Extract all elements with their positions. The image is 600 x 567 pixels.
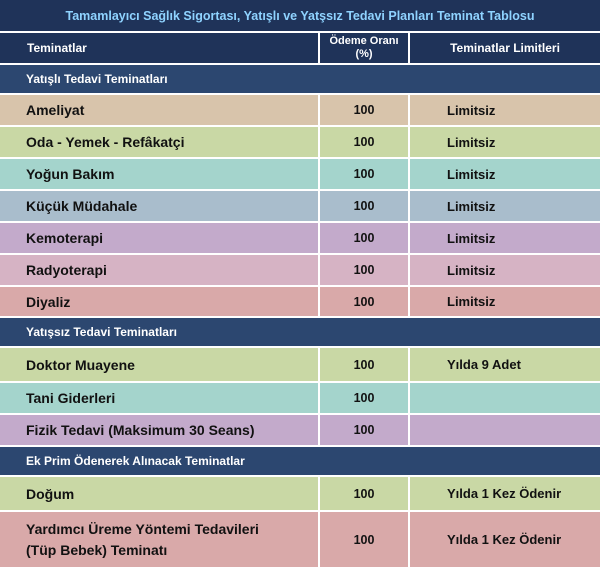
table-row — [0, 255, 600, 285]
table-row — [0, 477, 600, 510]
coverage-name: Yoğun Bakım — [0, 159, 320, 189]
table-row — [0, 512, 600, 567]
table-row — [0, 287, 600, 316]
coverage-limit: Limitsiz — [447, 294, 496, 309]
payment-rate: 100 — [320, 512, 410, 567]
payment-rate: 100 — [320, 223, 410, 253]
table-row — [0, 415, 600, 445]
coverage-name: Diyaliz — [0, 287, 320, 316]
coverage-name: Oda - Yemek - Refâkatçi — [0, 127, 320, 157]
table-row — [0, 95, 600, 125]
coverage-limit: Limitsiz — [447, 102, 496, 118]
section-title: Ek Prim Ödenerek Alınacak Teminatlar — [26, 454, 245, 468]
table-header — [0, 33, 600, 63]
table-row — [0, 383, 600, 413]
section-title: Yatışlı Tedavi Teminatları — [26, 72, 168, 86]
table-row — [0, 191, 600, 221]
header-payment-rate-line1: Ödeme Oranı — [329, 35, 399, 47]
coverage-limit: Yılda 1 Kez Ödenir — [447, 486, 562, 501]
coverage-name: Küçük Müdahale — [0, 191, 320, 221]
coverage-name: Doğum — [0, 477, 320, 510]
coverage-limit: Yılda 1 Kez Ödenir — [447, 532, 562, 547]
payment-rate: 100 — [320, 191, 410, 221]
section-header-inpatient — [0, 65, 600, 93]
coverage-name: Ameliyat — [0, 95, 320, 125]
table-title: Tamamlayıcı Sağlık Sigortası, Yatışlı ve Yatşsız Tedavi Planları Teminat Tablosu — [0, 0, 600, 31]
table-row — [0, 127, 600, 157]
coverage-limit: Limitsiz — [447, 166, 496, 182]
payment-rate: 100 — [320, 383, 410, 413]
coverage-name: Radyoterapi — [0, 255, 320, 285]
coverage-limit — [410, 415, 600, 445]
coverage-name: Kemoterapi — [0, 223, 320, 253]
payment-rate: 100 — [320, 159, 410, 189]
coverage-limit: Yılda 9 Adet — [447, 357, 521, 372]
coverage-limit: Limitsiz — [447, 262, 496, 278]
payment-rate: 100 — [320, 477, 410, 510]
coverage-limit: Limitsiz — [447, 134, 496, 150]
table-row — [0, 348, 600, 381]
table-row — [0, 223, 600, 253]
coverage-limit: Limitsiz — [447, 230, 496, 246]
coverage-name-line1: Yardımcı Üreme Yöntemi Tedavileri — [26, 520, 259, 537]
payment-rate: 100 — [320, 255, 410, 285]
coverage-limit — [410, 383, 600, 413]
payment-rate: 100 — [320, 348, 410, 381]
coverage-name — [0, 512, 320, 567]
coverage-name: Tani Giderleri — [0, 383, 320, 413]
section-title: Yatışsız Tedavi Teminatları — [26, 325, 177, 339]
table-row — [0, 159, 600, 189]
section-header-outpatient — [0, 318, 600, 346]
coverage-limit: Limitsiz — [447, 198, 496, 214]
payment-rate: 100 — [320, 127, 410, 157]
coverage-name-line2: (Tüp Bebek) Teminatı — [26, 541, 168, 558]
header-limits: Teminatlar Limitleri — [450, 41, 560, 55]
payment-rate: 100 — [320, 415, 410, 445]
header-coverages: Teminatlar — [0, 33, 320, 63]
payment-rate: 100 — [320, 287, 410, 316]
coverage-name: Doktor Muayene — [0, 348, 320, 381]
header-payment-rate — [320, 33, 410, 63]
header-payment-rate-line2: (%) — [355, 48, 373, 60]
section-header-extra-premium — [0, 447, 600, 475]
coverage-name: Fizik Tedavi (Maksimum 30 Seans) — [0, 415, 320, 445]
payment-rate: 100 — [320, 95, 410, 125]
